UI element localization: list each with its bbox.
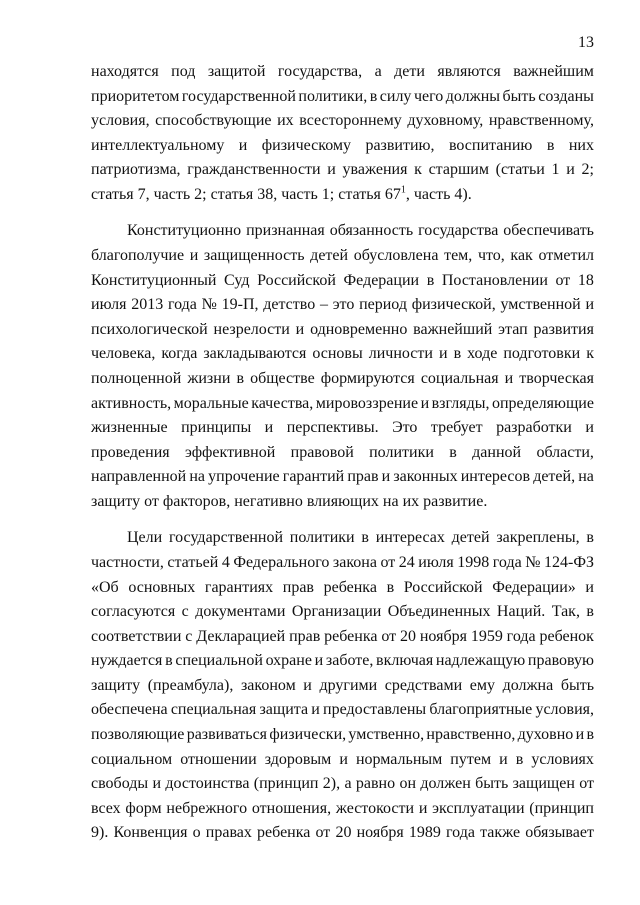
word: он (399, 775, 416, 793)
word: детей (451, 529, 490, 547)
word: защищенность (203, 247, 305, 265)
word: статьей (167, 553, 219, 571)
word: и (566, 161, 575, 179)
text-line (91, 60, 594, 85)
word: гарантий (282, 468, 345, 486)
word: в (453, 345, 462, 363)
word: 19-П, (221, 296, 259, 314)
word: условиях (531, 750, 594, 768)
word: умственной (500, 296, 581, 314)
word: незрелости (213, 320, 290, 338)
word: перспективы. (286, 419, 379, 437)
word: и (264, 419, 274, 437)
word: старшим (428, 161, 489, 179)
word: о (192, 824, 201, 842)
word: являются (437, 63, 501, 80)
word: ноября (419, 627, 467, 645)
word: проведения (91, 443, 170, 461)
word: государственной (168, 529, 284, 547)
word: обязывает (525, 824, 594, 842)
word: приоритетом (91, 87, 180, 105)
word: должен (420, 775, 471, 793)
word: правовую (527, 652, 594, 670)
text-line (91, 526, 594, 551)
word: условия, (535, 701, 594, 719)
text-line (91, 625, 594, 650)
word: Так, (551, 603, 580, 621)
word: защиту (91, 676, 141, 694)
text-line: защиту от факторов, негативно влияющих на их развитие. (91, 492, 488, 510)
text-segment: статья 7, часть 2; статья 38, часть 1; статья 67 (91, 185, 401, 203)
word: прав (347, 468, 379, 486)
word: 1989 (408, 824, 441, 842)
word: защита (259, 701, 309, 719)
text-line (91, 158, 594, 183)
word: благополучие (91, 247, 185, 265)
word: и (575, 726, 585, 744)
text-line (91, 723, 594, 748)
word: от (579, 775, 594, 793)
word: эксплуатации (432, 799, 525, 817)
word: и (499, 750, 508, 768)
word: и (504, 369, 514, 387)
word: года (445, 824, 475, 842)
word: социальная (420, 369, 499, 387)
word: специальной (175, 652, 263, 670)
word: и (238, 136, 248, 154)
word: года (506, 627, 536, 645)
text-line (91, 441, 594, 466)
text-line (91, 367, 594, 392)
word: когда (161, 345, 198, 363)
word: предоставлены (323, 701, 427, 719)
text-line (91, 183, 594, 208)
word: гарантиях (204, 578, 274, 596)
word: под (171, 63, 196, 80)
word: Суд (224, 271, 250, 289)
word: Декларацией (196, 627, 286, 645)
word: патриотизма, (91, 161, 181, 179)
word: и (585, 578, 594, 596)
word: воспитанию (448, 136, 533, 154)
word: и (585, 296, 594, 314)
text-line (91, 748, 594, 773)
word: в (586, 529, 594, 547)
word: здоровым (264, 750, 332, 768)
word: правовой (290, 443, 354, 461)
word: детство (263, 296, 316, 314)
word: – (319, 296, 328, 314)
word: признанная (246, 222, 325, 240)
word: от (555, 271, 571, 289)
paragraph-1 (91, 60, 594, 207)
text-line (91, 649, 594, 674)
text-line (91, 674, 594, 699)
word: созданы (538, 87, 594, 105)
word: 20 (399, 627, 416, 645)
text-line (91, 821, 594, 846)
word: принципы (181, 419, 252, 437)
word: чего (413, 87, 444, 105)
word: охране (265, 652, 312, 670)
word: должна (502, 676, 554, 694)
word: защищен (512, 775, 575, 793)
word: основных (128, 578, 196, 596)
word: а (374, 63, 382, 80)
word: (преамбула), (147, 676, 234, 694)
word: жестокости (335, 799, 415, 817)
word: на (578, 468, 594, 486)
word: отметил (538, 247, 594, 265)
word: всестороннему (299, 112, 402, 130)
word: Российской (403, 578, 483, 596)
word: включая (376, 652, 434, 670)
word: июля (418, 553, 454, 571)
word: период (359, 296, 407, 314)
word: эффективной (184, 443, 276, 461)
word: силу (379, 87, 412, 105)
word: духовно (517, 726, 574, 744)
word: в (369, 87, 378, 105)
word: позволяющие (91, 726, 185, 744)
word: данной (472, 443, 522, 461)
word: развитию, (365, 136, 435, 154)
word: Постановлении (441, 271, 548, 289)
word: направленной (91, 468, 187, 486)
text-line (91, 416, 594, 441)
word: активность, (91, 394, 172, 412)
word: и (295, 320, 305, 338)
word: человека, (91, 345, 156, 363)
word: к (586, 345, 594, 363)
word: от (381, 627, 397, 645)
text-line (91, 342, 594, 367)
text-line (91, 698, 594, 723)
word: дети (394, 63, 425, 80)
word: 124-ФЗ (544, 553, 594, 571)
word: равно (355, 775, 396, 793)
word: 2), (322, 775, 341, 793)
word: психологической (91, 320, 208, 338)
word: от (380, 553, 396, 571)
word: закреплены, (496, 529, 580, 547)
word: другими (319, 676, 378, 694)
word: государственной (181, 87, 296, 105)
word: свободы (91, 775, 149, 793)
word: творческая (519, 369, 594, 387)
word: политики (289, 529, 355, 547)
word: форм (125, 799, 162, 817)
word: жизни (187, 369, 231, 387)
text-line (91, 109, 594, 134)
word: отношения, (251, 799, 332, 817)
word: подготовки (503, 345, 581, 363)
word: прав (282, 578, 314, 596)
word: Федерации (343, 271, 420, 289)
word: (принцип (253, 775, 319, 793)
word: взгляды, (431, 394, 490, 412)
text-line (91, 600, 594, 625)
word: отношении (180, 750, 257, 768)
word: развития (533, 320, 594, 338)
text-line (91, 244, 594, 269)
word: и (339, 750, 348, 768)
word: Конвенция (113, 824, 188, 842)
word: одновременно (310, 320, 408, 338)
word: к (414, 161, 422, 179)
word: 1 (551, 161, 560, 179)
text-line (91, 797, 594, 822)
word: Организации (291, 603, 382, 621)
word: моральные (173, 394, 249, 412)
word: Конституционно (127, 222, 242, 240)
word: частности, (91, 553, 164, 571)
word: 20 (335, 824, 352, 842)
text-line (91, 551, 594, 576)
word: путем (450, 750, 492, 768)
word: 2013 (131, 296, 164, 314)
word: Наций. (496, 603, 546, 621)
word: июля (91, 296, 127, 314)
word: обществе (250, 369, 315, 387)
word: тем, (444, 247, 473, 265)
word: личности (368, 345, 433, 363)
word: государства, (277, 63, 363, 80)
word: с (185, 627, 193, 645)
word: ребенка (324, 627, 378, 645)
word: находятся (91, 63, 159, 80)
word: качества, (251, 394, 314, 412)
word: 2; (581, 161, 594, 179)
word: и (418, 799, 428, 817)
word: и (327, 161, 336, 179)
word: это (332, 296, 355, 314)
word: обеспечивать (503, 222, 594, 240)
text-line (91, 134, 594, 159)
word: Цели (127, 529, 163, 547)
word: документами (195, 603, 286, 621)
word: надлежащую (435, 652, 526, 670)
text-line (91, 392, 594, 417)
word: интересов (460, 468, 531, 486)
word: в (165, 652, 173, 670)
word: небрежного (166, 799, 248, 817)
word: законных (393, 468, 458, 486)
word: интересах (375, 529, 445, 547)
word: способствующие (155, 112, 272, 130)
word: 24 (398, 553, 415, 571)
word: Федерации» (492, 578, 576, 596)
word: политики (369, 443, 434, 461)
word: Конституционный (91, 271, 217, 289)
word: прав (289, 627, 321, 645)
text-line (91, 318, 594, 343)
word: быть (475, 775, 509, 793)
word: должны (445, 87, 501, 105)
word: ноября (356, 824, 404, 842)
word: средствами (384, 676, 463, 694)
word: в (515, 750, 524, 768)
word: специальная (170, 701, 257, 719)
word: требует (430, 419, 483, 437)
word: развиваться (186, 726, 268, 744)
word: полноценной (91, 369, 182, 387)
word: основы (312, 345, 363, 363)
page-number: 13 (578, 34, 594, 51)
word: как (510, 247, 533, 265)
word: 1959 (470, 627, 503, 645)
text-line (91, 772, 594, 797)
text-line (91, 293, 594, 318)
word: и (152, 775, 162, 793)
word: области, (536, 443, 594, 461)
word: заботе, (325, 652, 374, 670)
word: физической, (411, 296, 496, 314)
word: уважения (342, 161, 408, 179)
word: благоприятные (429, 701, 533, 719)
word: в (426, 271, 435, 289)
text-line (91, 85, 594, 110)
word: в (386, 578, 395, 596)
word: умственно, (348, 726, 425, 744)
word: них (568, 136, 594, 154)
paragraph-3 (91, 526, 594, 846)
word: законом (240, 676, 296, 694)
word: 9). (91, 824, 109, 842)
word: жизненные (91, 419, 168, 437)
word: Российской (257, 271, 336, 289)
word: ему (469, 676, 495, 694)
word: в (236, 369, 244, 387)
word: и (381, 468, 391, 486)
word: Объединенных (387, 603, 491, 621)
word: защитой (207, 63, 266, 80)
word: Это (392, 419, 418, 437)
word: нравственному, (488, 112, 594, 130)
word: от (315, 824, 331, 842)
word: условия, (91, 112, 150, 130)
word: всех (91, 799, 121, 817)
word: и (311, 701, 320, 719)
word: их (277, 112, 294, 130)
word: детей, (533, 468, 576, 486)
word: обеспечена (91, 701, 168, 719)
word: № (525, 553, 541, 571)
word: 1998 (457, 553, 490, 571)
word: нормальным (355, 750, 443, 768)
word: интеллектуальному (91, 136, 225, 154)
superscript: 1 (400, 184, 406, 196)
word: в (361, 529, 369, 547)
word: физически, (269, 726, 347, 744)
word: разработки (496, 419, 572, 437)
word: мировоззрение (315, 394, 419, 412)
paragraph-2 (91, 219, 594, 514)
word: «Об (91, 578, 119, 596)
word: года (167, 296, 197, 314)
word: социальном (91, 750, 173, 768)
word: закладываются (203, 345, 307, 363)
word: духовному, (407, 112, 484, 130)
word: а (344, 775, 352, 793)
word: закона (332, 553, 377, 571)
word: ребенок (539, 627, 594, 645)
word: ребенка (323, 578, 377, 596)
word: (статьи (495, 161, 545, 179)
word: что, (477, 247, 505, 265)
word: этап (498, 320, 528, 338)
word: обязанность (329, 222, 414, 240)
text-segment: , часть 4). (405, 185, 472, 203)
word: определяющие (491, 394, 594, 412)
word: и (585, 419, 594, 437)
word: в (449, 443, 457, 461)
word: формируются (320, 369, 415, 387)
word: физическому (261, 136, 352, 154)
word: (принцип (529, 799, 594, 817)
word: упрочение (208, 468, 280, 486)
word: и (303, 676, 312, 694)
word: в (586, 603, 594, 621)
word: 18 (577, 271, 594, 289)
paragraph-gap (91, 207, 594, 219)
word: в (546, 136, 555, 154)
word: обусловлена (353, 247, 439, 265)
word: и (438, 345, 448, 363)
paragraph-gap (91, 514, 594, 526)
word: достоинства (165, 775, 250, 793)
word: согласуются (91, 603, 176, 621)
word: на (189, 468, 206, 486)
word: соответствии (91, 627, 182, 645)
document-body (91, 60, 594, 846)
word: ходе (467, 345, 498, 363)
word: и (189, 247, 199, 265)
word: 4 (221, 553, 230, 571)
word: нуждается (91, 652, 163, 670)
word: Федерального (233, 553, 330, 571)
word: ребенка (257, 824, 311, 842)
text-line (91, 269, 594, 294)
word: нравственно, (426, 726, 516, 744)
word: в (586, 726, 594, 744)
word: и (420, 394, 430, 412)
word: также (480, 824, 521, 842)
word: гражданственности (187, 161, 321, 179)
word: политики, (298, 87, 368, 105)
word: важнейший (413, 320, 493, 338)
text-line (91, 465, 594, 490)
text-line (91, 219, 594, 244)
word: быть (560, 676, 594, 694)
word: важнейшим (513, 63, 594, 80)
word: детей (310, 247, 349, 265)
word: года (492, 553, 522, 571)
word: и (314, 652, 324, 670)
word: государства (418, 222, 499, 240)
word: быть (502, 87, 536, 105)
word: правах (205, 824, 252, 842)
word: с (181, 603, 189, 621)
word: № (201, 296, 217, 314)
text-line (91, 576, 594, 601)
